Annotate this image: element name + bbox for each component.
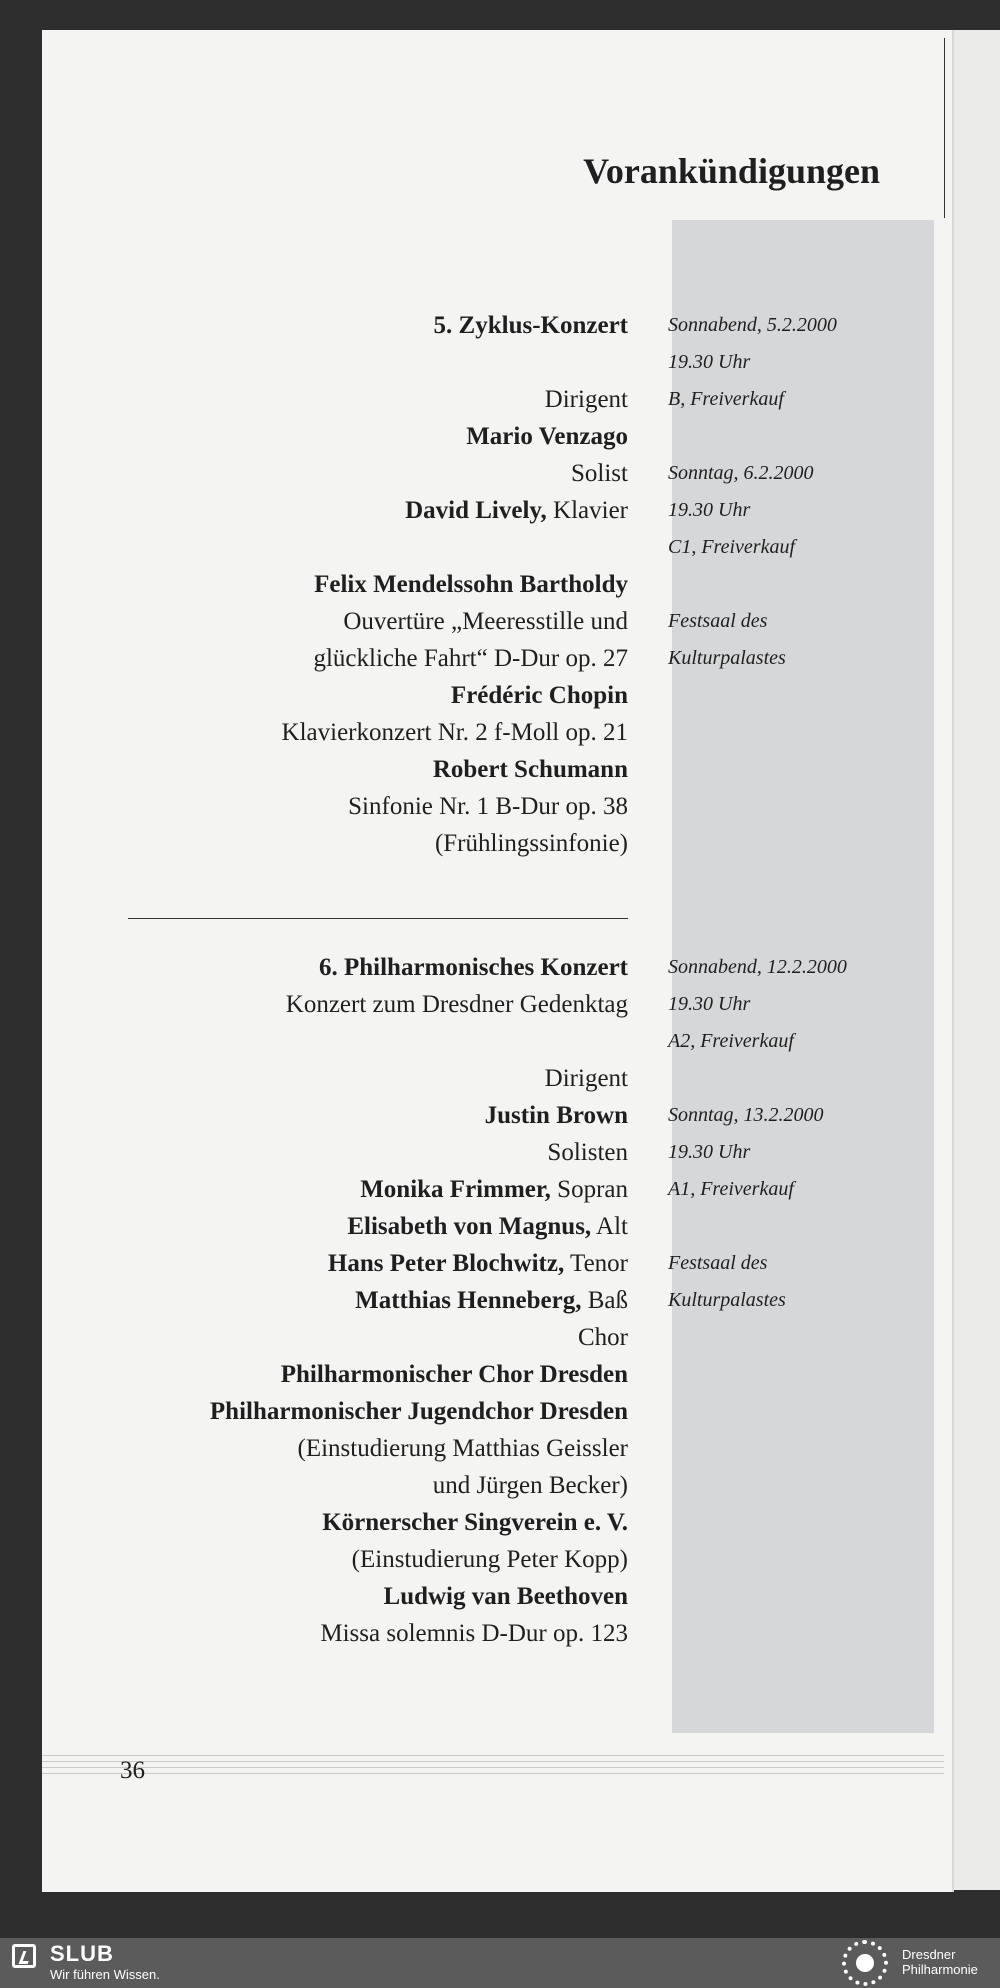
series: A2, Freiverkauf bbox=[668, 1030, 794, 1052]
partner-name[interactable] bbox=[902, 1947, 978, 1977]
partner-name-line: Philharmonie bbox=[902, 1962, 978, 1977]
soloist-name: Matthias Henneberg, bbox=[355, 1287, 582, 1314]
work-title: Missa solemnis D-Dur op. 123 bbox=[320, 1620, 628, 1647]
venue: Kulturpalastes bbox=[668, 1289, 786, 1311]
time: 19.30 Uhr bbox=[668, 1141, 751, 1163]
viewer-footer-bar bbox=[0, 1938, 1000, 1988]
concert-2-title: 6. Philharmonisches Konzert bbox=[318, 954, 628, 981]
choir-name: Körnerscher Singverein e. V. bbox=[322, 1509, 628, 1536]
work-title: Klavierkonzert Nr. 2 f-Moll op. 21 bbox=[281, 719, 628, 746]
soloist-name: David Lively, bbox=[405, 497, 547, 524]
time: 19.30 Uhr bbox=[668, 351, 751, 373]
soloist-name: Monika Frimmer, bbox=[360, 1176, 551, 1203]
conductor-name: Mario Venzago bbox=[466, 423, 628, 450]
soloist-voice: Baß bbox=[587, 1287, 628, 1314]
page-number: 36 bbox=[120, 1757, 145, 1784]
concert-2-program bbox=[68, 949, 628, 1652]
choir-note: (Einstudierung Peter Kopp) bbox=[351, 1546, 628, 1573]
composer-name: Felix Mendelssohn Bartholdy bbox=[314, 571, 628, 598]
soloist-voice: Tenor bbox=[570, 1250, 628, 1277]
soloist-name: Elisabeth von Magnus, bbox=[347, 1213, 592, 1240]
soloist-instrument: Klavier bbox=[553, 497, 628, 524]
date: Sonntag, 6.2.2000 bbox=[668, 462, 814, 484]
venue: Festsaal des bbox=[668, 610, 768, 632]
soloist-voice: Alt bbox=[596, 1213, 628, 1240]
choir-name: Philharmonischer Chor Dresden bbox=[280, 1361, 628, 1388]
footer-rules bbox=[42, 1750, 944, 1774]
date: Sonntag, 13.2.2000 bbox=[668, 1104, 824, 1126]
series: B, Freiverkauf bbox=[668, 388, 784, 410]
soloist-label: Solist bbox=[571, 460, 628, 487]
venue: Kulturpalastes bbox=[668, 647, 786, 669]
work-title: glückliche Fahrt“ D-Dur op. 27 bbox=[313, 645, 628, 672]
concert-1-info bbox=[668, 307, 928, 677]
series: A1, Freiverkauf bbox=[668, 1178, 794, 1200]
conductor-label: Dirigent bbox=[544, 386, 628, 413]
soloist-name: Hans Peter Blochwitz, bbox=[327, 1250, 565, 1277]
composer-name: Ludwig van Beethoven bbox=[383, 1583, 628, 1610]
work-title: Ouvertüre „Meeresstille und bbox=[343, 608, 628, 635]
time: 19.30 Uhr bbox=[668, 993, 751, 1015]
conductor-label: Dirigent bbox=[544, 1065, 628, 1092]
venue: Festsaal des bbox=[668, 1252, 768, 1274]
page-title: Vorankündigungen bbox=[583, 151, 880, 191]
date: Sonnabend, 5.2.2000 bbox=[668, 314, 837, 336]
soloist-voice: Sopran bbox=[557, 1176, 628, 1203]
composer-name: Robert Schumann bbox=[432, 756, 628, 783]
work-title: (Frühlingssinfonie) bbox=[434, 830, 628, 857]
concert-1-title: 5. Zyklus-Konzert bbox=[433, 312, 628, 339]
partner-name-line: Dresdner bbox=[902, 1947, 956, 1962]
conductor-name: Justin Brown bbox=[484, 1102, 628, 1129]
slub-logo-icon[interactable] bbox=[12, 1944, 36, 1968]
series: C1, Freiverkauf bbox=[668, 536, 796, 558]
library-name[interactable]: SLUB bbox=[50, 1941, 114, 1966]
composer-name: Frédéric Chopin bbox=[450, 682, 628, 709]
page-fold-line bbox=[944, 38, 945, 218]
choir-note: und Jürgen Becker) bbox=[432, 1472, 628, 1499]
adjacent-page-edge bbox=[950, 30, 1000, 1890]
concert-1-program bbox=[68, 307, 628, 862]
choir-label: Chor bbox=[578, 1324, 628, 1351]
section-divider bbox=[128, 918, 628, 919]
soloists-label: Solisten bbox=[547, 1139, 628, 1166]
philharmonie-logo-icon[interactable] bbox=[842, 1940, 888, 1986]
library-tagline: Wir führen Wissen. bbox=[50, 1967, 160, 1982]
choir-name: Philharmonischer Jugendchor Dresden bbox=[209, 1398, 628, 1425]
time: 19.30 Uhr bbox=[668, 499, 751, 521]
choir-note: (Einstudierung Matthias Geissler bbox=[297, 1435, 628, 1462]
date: Sonnabend, 12.2.2000 bbox=[668, 956, 847, 978]
work-title: Sinfonie Nr. 1 B-Dur op. 38 bbox=[348, 793, 628, 820]
concert-2-info bbox=[668, 949, 928, 1319]
concert-subtitle: Konzert zum Dresdner Gedenktag bbox=[285, 991, 628, 1018]
